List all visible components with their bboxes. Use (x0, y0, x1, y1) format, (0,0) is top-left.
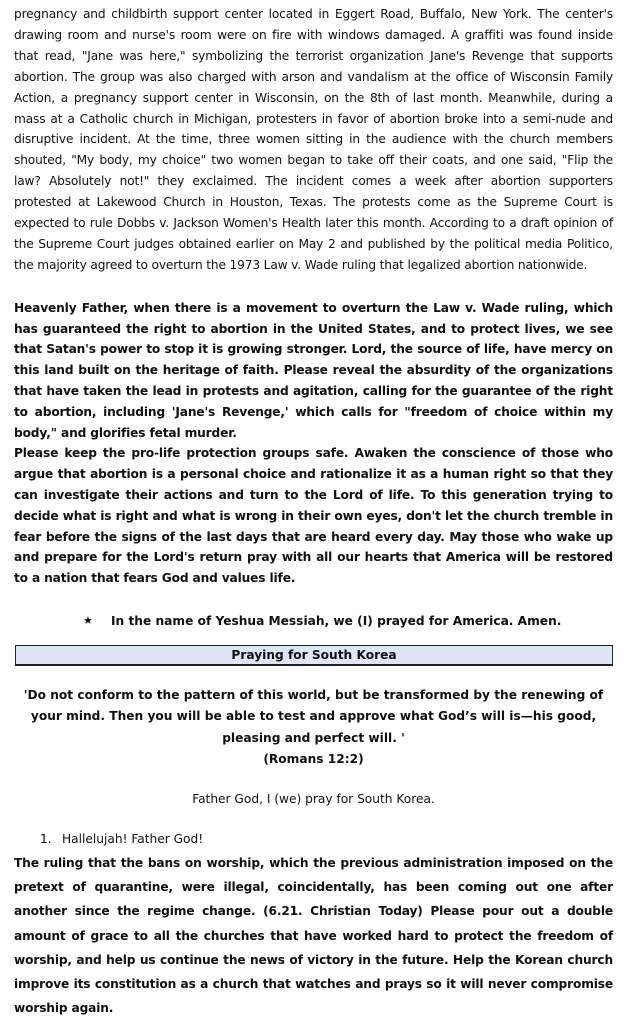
section-title: Praying for South Korea (231, 647, 397, 662)
section-header-south-korea (15, 645, 613, 666)
list-item-number: 1. (40, 831, 52, 846)
amen-text: In the name of Yeshua Messiah, we (I) prayed for America. Amen. (111, 613, 562, 628)
prayer-paragraph-protection: Please keep the pro-life protection groups safe. Awaken the conscience of those who argue that abortion is a personal choice and rationalize it as a human right so that they can investigate their actions and turn to the Lord of life. To this generation trying to decide what is right and what is wrong in their own eyes, don't let the church tremble in fear before the signs of the last days that are heard every day. May those who wake up and prepare for the Lord's return pray with all our hearts that America will be restored to a nation that fears God and values life. (14, 446, 613, 586)
intro-paragraph: pregnancy and childbirth support center located in Eggert Road, Buffalo, New York. The center's drawing room and nurse's room were on fire with windows damaged. A graffiti was found inside that read, "Jane was here," symbolizing the terrorist organization Jane's Revenge that supports abortion. The group was also charged with arson and vandalism at the office of Wisconsin Family Action, a pregnancy support center in Wisconsin, on the 8th of last month. Meanwhile, during a mass at a Catholic church in Michigan, protesters in favor of abortion broke into a semi-nude and disruptive incident. At the time, three women sitting in the audience with the church members shouted, "My body, my choice" two women began to take off their coats, and one said, "Flip the law? Absolutely not!" they exclaimed. The incident comes a week after abortion supporters protested at Lakewood Church in Houston, Texas. The protests come as the Supreme Court is expected to rule Dobbs v. Jackson Women's Health later this month. According to a draft opinion of the Supreme Court judges obtained earlier on May 2 and published by the political media Politico, the majority agreed to overturn the 1973 Law v. Wade ruling that legalized abortion nationwide. (14, 7, 613, 272)
amen-line (14, 611, 613, 631)
verse-text: 'Do not conform to the pattern of this world, but be transformed by the renewing of your mind. Then you will be able to test and approve what God’s will is—his good, pleasing and perfect will. ' (23, 687, 604, 745)
list-item (14, 829, 613, 849)
ruling-paragraph: The ruling that the bans on worship, which the previous administration imposed on the pretext of quarantine, were illegal, coincidentally, has been coming out one after another since the regime change. (6.21. Christian Today) Please pour out a double amount of grace to all the churches that have worked hard to protect the freedom of worship, and help us continue the news of victory in the future. Help the Korean church improve its constitution as a church that watches and prays so it will never compromise worship again. (14, 855, 613, 1016)
prayer-paragraph-america: Heavenly Father, when there is a movement to overturn the Law v. Wade ruling, which has guaranteed the right to abortion in the United States, and to protect lives, we see that Satan's power to stop it is growing stronger. Lord, the source of life, have mercy on this land built on the heritage of faith. Please reveal the absurdity of the organizations that have taken the lead in protests and agitation, calling for the guarantee of the right to abortion, including 'Jane's Revenge,' which calls for "freedom of choice within my body," and glorifies fetal murder. (14, 300, 613, 440)
scripture-quote (14, 685, 613, 771)
star-bullet-icon: ★ (83, 613, 93, 627)
prayer-intro: Father God, I (we) pray for South Korea. (192, 791, 435, 806)
verse-reference: (Romans 12:2) (263, 752, 364, 767)
list-item-text: Hallelujah! Father God! (62, 831, 204, 846)
